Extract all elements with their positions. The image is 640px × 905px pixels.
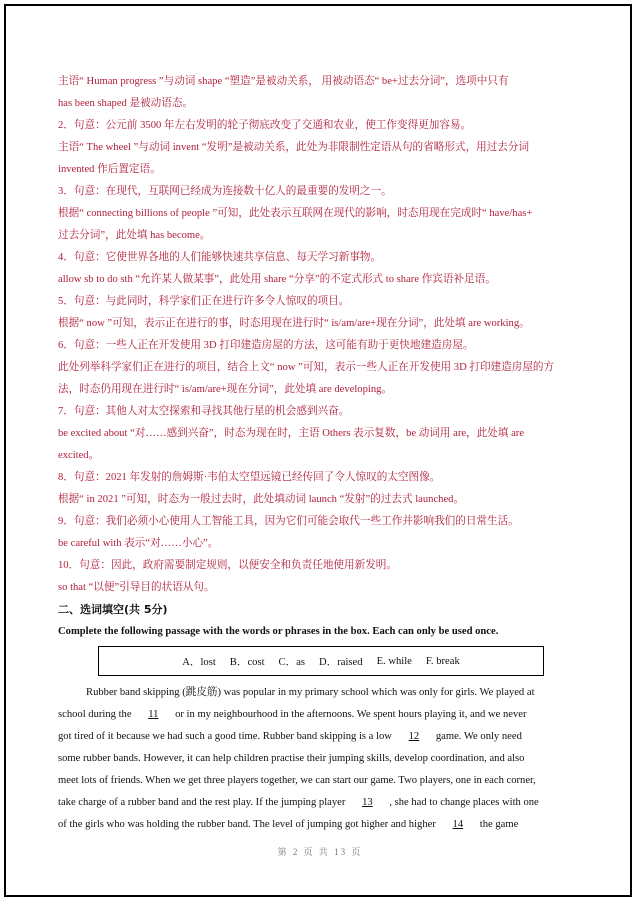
passage-line (58, 726, 584, 748)
passage-text: , she had to change places with one (389, 797, 539, 808)
answer-blank[interactable]: 11 (148, 709, 159, 720)
word-option: C．as (278, 656, 306, 668)
answer-blank[interactable]: 12 (408, 731, 420, 742)
explanation-line: has been shaped 是被动语态。 (58, 98, 194, 109)
word-options-box (98, 646, 544, 676)
explanation-line: 7．句意：其他人对太空探索和寻找其他行星的机会感到兴奋。 (58, 406, 350, 417)
explanation-line: 根据“ in 2021 ”可知，时态为一般过去时，此处填动词 launch “发射”的过去式 launched。 (58, 494, 465, 505)
document-body (58, 71, 584, 836)
passage-text: of the girls who was holding the rubber band. The level of jumping got higher and higher (58, 819, 436, 830)
passage-text: game. We only need (435, 731, 522, 742)
explanation-line: 9．句意：我们必须小心使用人工智能工具，因为它们可能会取代一些工作并影响我们的日常生活。 (58, 516, 519, 527)
explanation-line: 5．句意：与此同时，科学家们正在进行许多令人惊叹的项目。 (58, 296, 350, 307)
page-footer: 第 2 页 共 13 页 (277, 847, 363, 857)
word-option: E. while (376, 655, 412, 667)
passage-line (58, 770, 584, 792)
answer-explanations (58, 71, 584, 599)
answer-blank[interactable]: 14 (452, 819, 464, 830)
passage-text: meet lots of friends. When we get three players together, we can start our game. Two players, one in each corner, (58, 775, 536, 786)
answer-blank[interactable]: 13 (362, 797, 373, 808)
passage-line (58, 682, 584, 704)
explanation-line: 2．句意：公元前 3500 年左右发明的轮子彻底改变了交通和农业，使工作变得更加容易。 (58, 120, 472, 131)
explanation-line: allow sb to do sth “允许某人做某事”，此处用 share “分享”的不定式形式 to share 作宾语补足语。 (58, 274, 496, 285)
word-option: D．raised (319, 656, 363, 668)
section-heading: 二、选词填空(共 5分) (58, 603, 168, 616)
explanation-line: 此处列举科学家们正在进行的项目，结合上文“ now ”可知，表示一些人正在开发使用 3D 打印建造房屋的方 (58, 362, 555, 373)
passage-text: the game (479, 819, 519, 830)
explanation-line: so that “以便”引导目的状语从句。 (58, 582, 215, 593)
explanation-line: 根据“ now ”可知，表示正在进行的事，时态用现在进行时“ is/am/are+现在分词”，此处填 are working。 (58, 318, 530, 329)
explanation-line: 3．句意：在现代，互联网已经成为连接数十亿人的最重要的发明之一。 (58, 186, 392, 197)
explanation-line: 根据“ connecting billions of people ”可知，此处表示互联网在现代的影响，时态用现在完成时“ have/has+ (58, 208, 533, 219)
passage-line (58, 748, 584, 770)
explanation-line: 法，时态仍用现在进行时“ is/am/are+现在分词”，此处填 are developing。 (58, 384, 393, 395)
section-instruction: Complete the following passage with the words or phrases in the box. Each can only be used once. (58, 626, 499, 637)
passage-line (58, 792, 584, 814)
explanation-line: excited。 (58, 450, 100, 461)
passage-line (58, 704, 584, 726)
explanation-line: 过去分词”，此处填 has become。 (58, 230, 211, 241)
word-option: B．cost (229, 656, 265, 668)
passage-text: take charge of a rubber band and the rest play. If the jumping player (58, 797, 346, 808)
explanation-line: be careful with 表示“对……小心”。 (58, 538, 219, 549)
passage-text: school during the (58, 709, 132, 720)
explanation-line: 10．句意：因此，政府需要制定规则，以便安全和负责任地使用新发明。 (58, 560, 397, 571)
word-option: F. break (425, 655, 460, 667)
passage (58, 682, 584, 836)
passage-line (58, 814, 584, 836)
explanation-line: 4．句意：它使世界各地的人们能够快速共享信息、每天学习新事物。 (58, 252, 382, 263)
explanation-line: 主语“ Human progress ”与动词 shape “塑造”是被动关系， 用被动语态“ be+过去分词”，选项中只有 (58, 76, 509, 87)
explanation-line: invented 作后置定语。 (58, 164, 161, 175)
word-option: A．lost (182, 656, 216, 668)
passage-text: or in my neighbourhood in the afternoons. We spent hours playing it, and we never (175, 709, 527, 720)
passage-text: some rubber bands. However, it can help children practise their jumping skills, develop coordination, and also (58, 753, 525, 764)
passage-text: Rubber band skipping (跳皮筋) was popular in my primary school which was only for girls. We played at (86, 687, 535, 698)
explanation-line: be excited about “对……感到兴奋”，时态为现在时，主语 Others 表示复数，be 动词用 are，此处填 are (58, 428, 525, 439)
explanation-line: 6．句意：一些人正在开发使用 3D 打印建造房屋的方法，这可能有助于更快地建造房屋。 (58, 340, 474, 351)
explanation-line: 8．句意：2021 年发射的詹姆斯·韦伯太空望远镜已经传回了令人惊叹的太空图像。 (58, 472, 441, 483)
explanation-line: 主语“ The wheel ”与动词 invent “发明”是被动关系，此处为非限制性定语从句的省略形式，用过去分词 (58, 142, 530, 153)
passage-text: got tired of it because we had such a good time. Rubber band skipping is a low (58, 731, 392, 742)
